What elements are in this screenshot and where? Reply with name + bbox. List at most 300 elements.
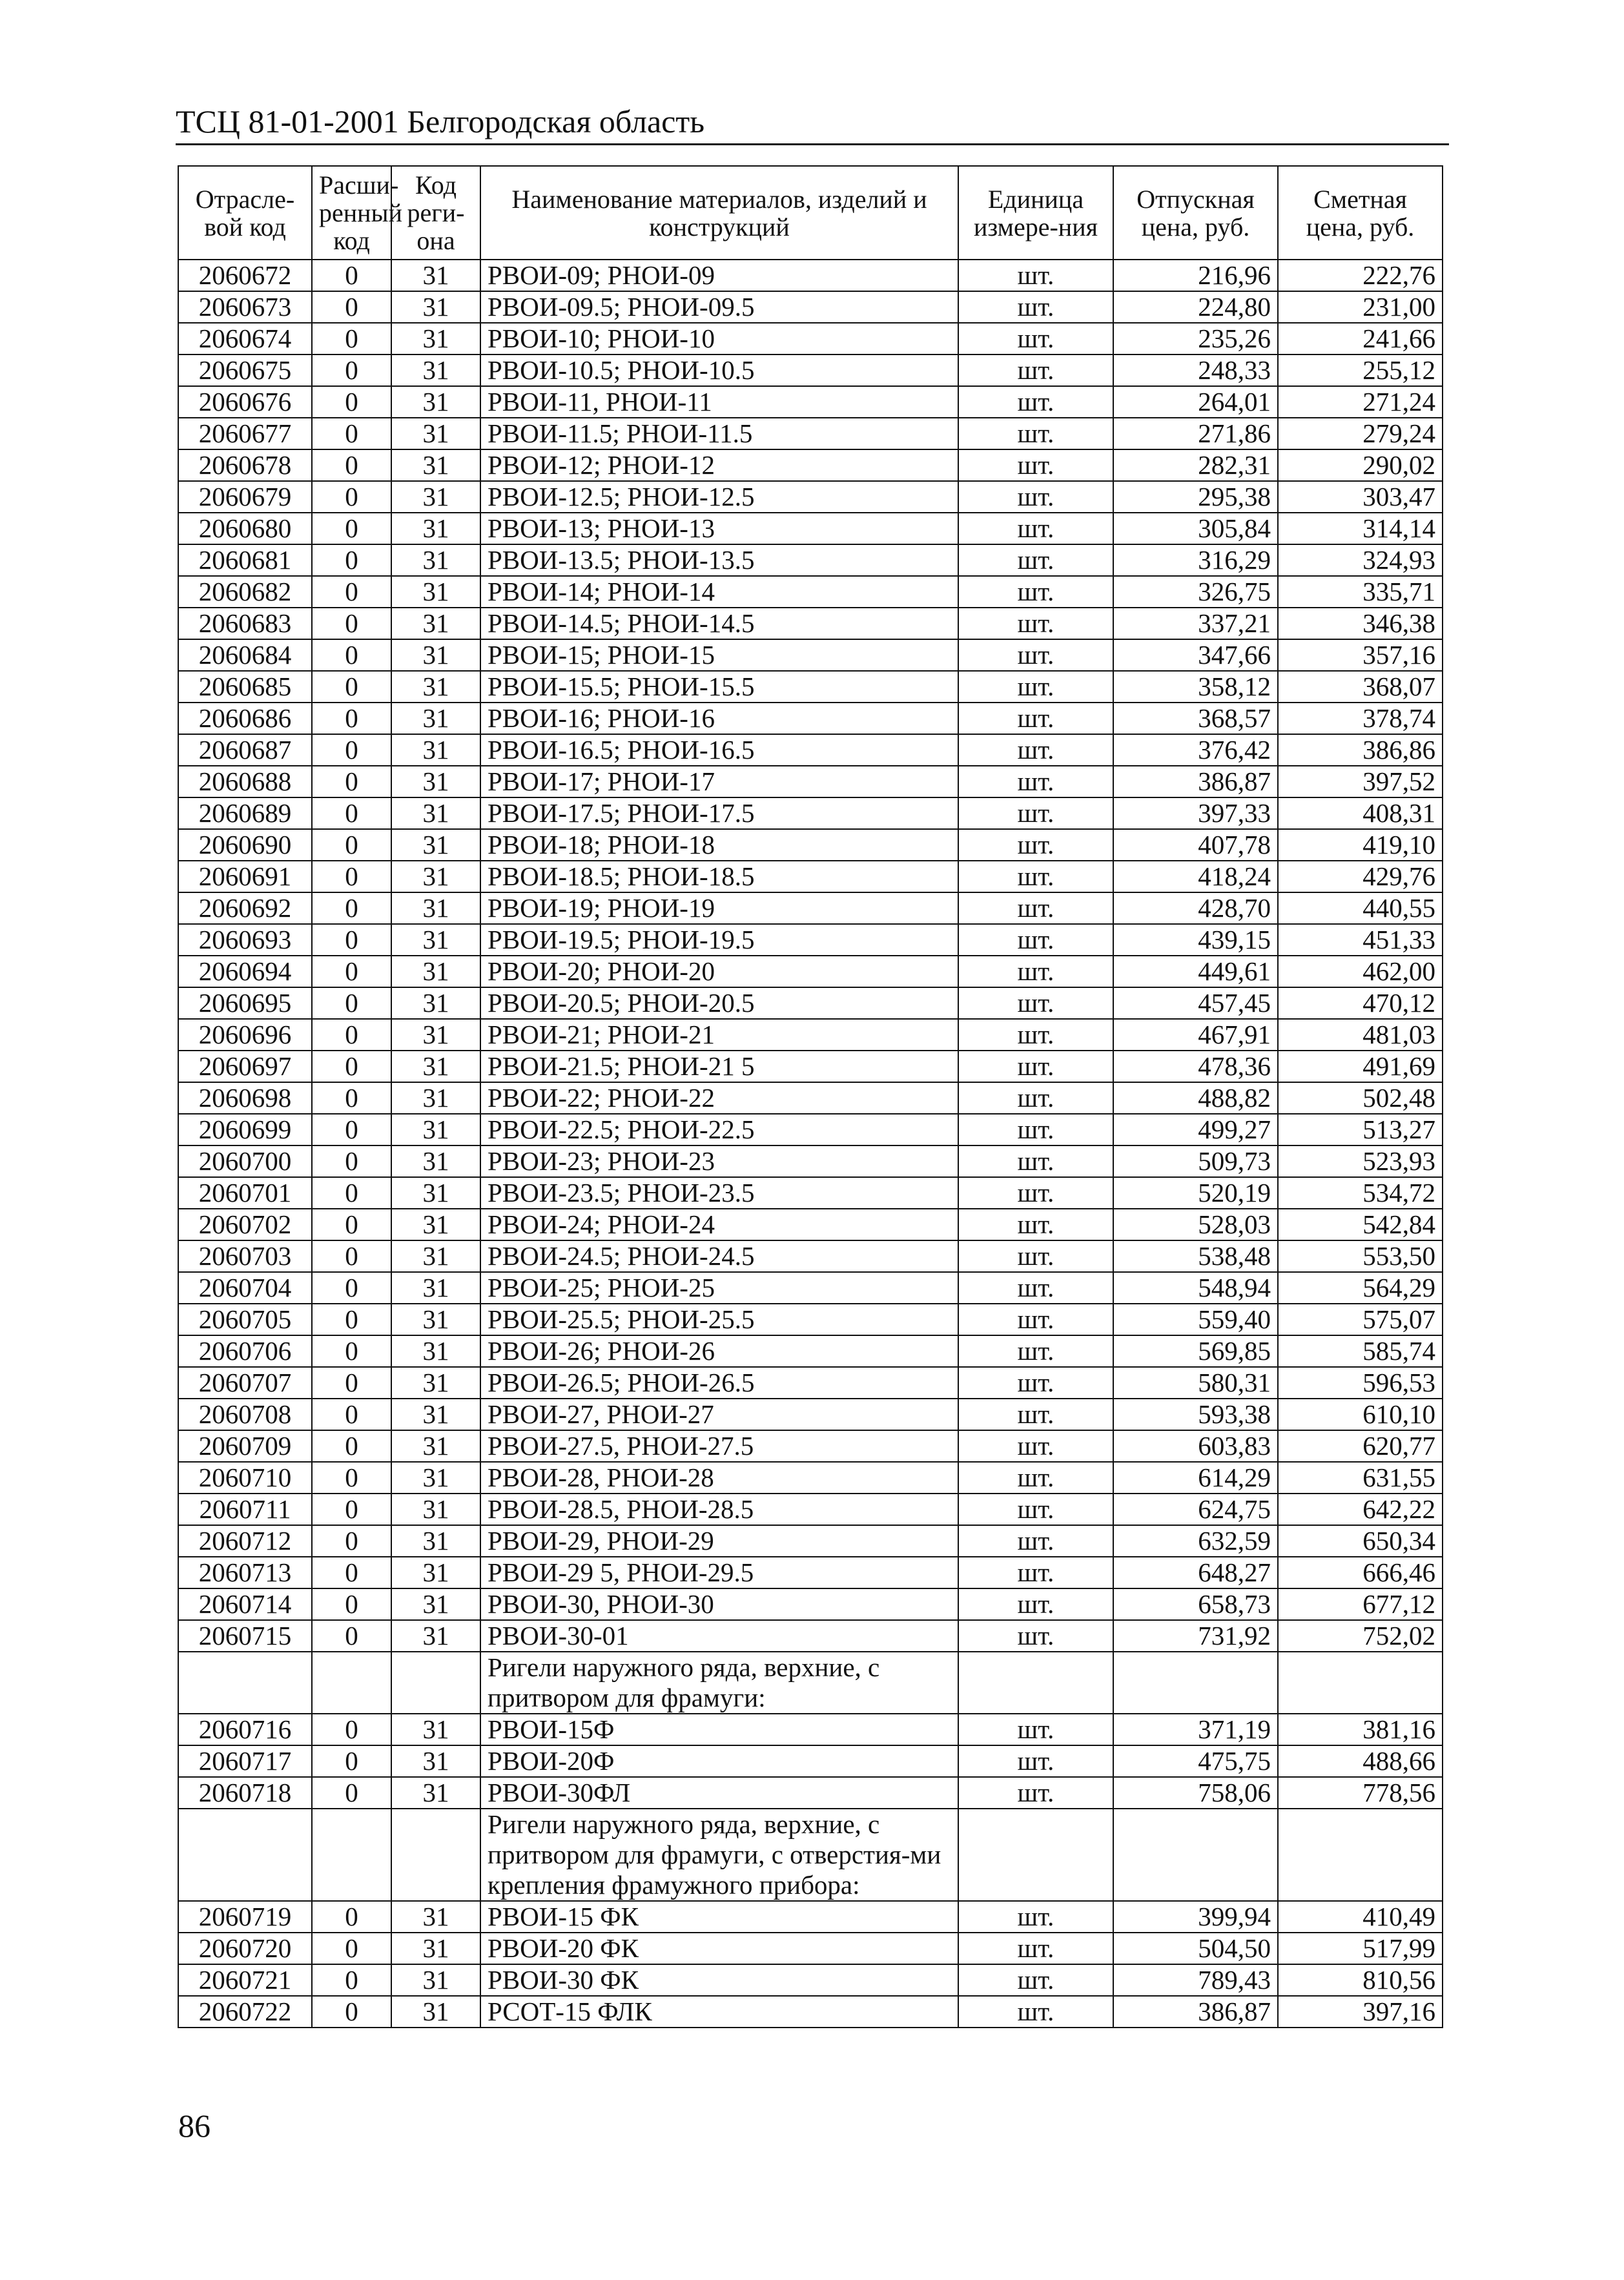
cell-region-code: 31 — [391, 418, 480, 449]
column-header-estimate-price: Сметная цена, руб. — [1278, 166, 1443, 260]
cell-extended-code: 0 — [312, 797, 391, 829]
cell-estimate-price: 778,56 — [1278, 1777, 1443, 1809]
cell-unit: шт. — [958, 956, 1113, 987]
cell-extended-code: 0 — [312, 1494, 391, 1525]
cell-name: РВОИ-10; РНОИ-10 — [480, 323, 958, 354]
cell-region-code: 31 — [391, 1019, 480, 1051]
cell-release-price: 316,29 — [1113, 544, 1278, 576]
table-row — [178, 418, 1443, 449]
cell-name: РВОИ-30, РНОИ-30 — [480, 1588, 958, 1620]
cell-release-price: 789,43 — [1113, 1964, 1278, 1996]
cell-release-price: 376,42 — [1113, 734, 1278, 766]
column-header-region-code: Код реги-она — [391, 166, 480, 260]
column-header-code: Отрасле-вой код — [178, 166, 312, 260]
cell-unit: шт. — [958, 1114, 1113, 1145]
cell-name: РВОИ-23.5; РНОИ-23.5 — [480, 1177, 958, 1209]
cell-code: 2060717 — [178, 1745, 312, 1777]
cell-name: РВОИ-24; РНОИ-24 — [480, 1209, 958, 1240]
cell-release-price: 731,92 — [1113, 1620, 1278, 1652]
cell-release-price: 658,73 — [1113, 1588, 1278, 1620]
cell-code: 2060672 — [178, 260, 312, 291]
table-row — [178, 1745, 1443, 1777]
cell-region-code: 31 — [391, 734, 480, 766]
cell-extended-code: 0 — [312, 671, 391, 703]
cell-estimate-price: 677,12 — [1278, 1588, 1443, 1620]
cell-extended-code: 0 — [312, 1964, 391, 1996]
cell-extended-code: 0 — [312, 734, 391, 766]
cell-estimate-price: 429,76 — [1278, 861, 1443, 892]
cell-name: РВОИ-29 5, РНОИ-29.5 — [480, 1557, 958, 1588]
cell-unit: шт. — [958, 1335, 1113, 1367]
cell-extended-code: 0 — [312, 291, 391, 323]
cell-code: 2060706 — [178, 1335, 312, 1367]
cell-unit: шт. — [958, 449, 1113, 481]
table-row — [178, 1399, 1443, 1430]
cell-extended-code: 0 — [312, 449, 391, 481]
table-row — [178, 1051, 1443, 1082]
cell-region-code: 31 — [391, 1714, 480, 1745]
cell-estimate-price: 381,16 — [1278, 1714, 1443, 1745]
cell-region-code: 31 — [391, 513, 480, 544]
cell-unit: шт. — [958, 1620, 1113, 1652]
cell-region-code: 31 — [391, 1557, 480, 1588]
cell-code: 2060715 — [178, 1620, 312, 1652]
table-row — [178, 766, 1443, 797]
cell-estimate-price: 335,71 — [1278, 576, 1443, 608]
cell-name: РВОИ-16; РНОИ-16 — [480, 703, 958, 734]
cell-estimate-price: 564,29 — [1278, 1272, 1443, 1304]
table-row — [178, 1901, 1443, 1933]
cell-name: РВОИ-12.5; РНОИ-12.5 — [480, 481, 958, 513]
table-row — [178, 354, 1443, 386]
empty-cell — [391, 1652, 480, 1714]
cell-extended-code: 0 — [312, 1714, 391, 1745]
cell-code: 2060685 — [178, 671, 312, 703]
cell-release-price: 603,83 — [1113, 1430, 1278, 1462]
cell-code: 2060686 — [178, 703, 312, 734]
cell-region-code: 31 — [391, 1494, 480, 1525]
cell-unit: шт. — [958, 1525, 1113, 1557]
cell-name: РВОИ-14.5; РНОИ-14.5 — [480, 608, 958, 639]
cell-name: РВОИ-21.5; РНОИ-21 5 — [480, 1051, 958, 1082]
empty-cell — [1113, 1809, 1278, 1901]
cell-release-price: 326,75 — [1113, 576, 1278, 608]
cell-estimate-price: 451,33 — [1278, 924, 1443, 956]
cell-estimate-price: 368,07 — [1278, 671, 1443, 703]
cell-unit: шт. — [958, 703, 1113, 734]
cell-release-price: 248,33 — [1113, 354, 1278, 386]
cell-unit: шт. — [958, 386, 1113, 418]
cell-extended-code: 0 — [312, 323, 391, 354]
cell-unit: шт. — [958, 1304, 1113, 1335]
cell-unit: шт. — [958, 797, 1113, 829]
cell-extended-code: 0 — [312, 418, 391, 449]
cell-unit: шт. — [958, 1745, 1113, 1777]
cell-release-price: 371,19 — [1113, 1714, 1278, 1745]
cell-name: РВОИ-09.5; РНОИ-09.5 — [480, 291, 958, 323]
cell-unit: шт. — [958, 1494, 1113, 1525]
cell-release-price: 271,86 — [1113, 418, 1278, 449]
cell-region-code: 31 — [391, 1272, 480, 1304]
cell-region-code: 31 — [391, 1964, 480, 1996]
cell-code: 2060721 — [178, 1964, 312, 1996]
table-row — [178, 608, 1443, 639]
cell-estimate-price: 513,27 — [1278, 1114, 1443, 1145]
cell-release-price: 457,45 — [1113, 987, 1278, 1019]
cell-release-price: 504,50 — [1113, 1933, 1278, 1964]
cell-unit: шт. — [958, 1240, 1113, 1272]
cell-estimate-price: 481,03 — [1278, 1019, 1443, 1051]
cell-extended-code: 0 — [312, 766, 391, 797]
table-row — [178, 639, 1443, 671]
cell-estimate-price: 650,34 — [1278, 1525, 1443, 1557]
cell-release-price: 548,94 — [1113, 1272, 1278, 1304]
table-row — [178, 1557, 1443, 1588]
cell-unit: шт. — [958, 1901, 1113, 1933]
empty-cell — [1278, 1809, 1443, 1901]
cell-name: РВОИ-22; РНОИ-22 — [480, 1082, 958, 1114]
empty-cell — [178, 1809, 312, 1901]
cell-name: РВОИ-18.5; РНОИ-18.5 — [480, 861, 958, 892]
cell-estimate-price: 631,55 — [1278, 1462, 1443, 1494]
cell-name: РВОИ-26; РНОИ-26 — [480, 1335, 958, 1367]
cell-estimate-price: 241,66 — [1278, 323, 1443, 354]
cell-code: 2060714 — [178, 1588, 312, 1620]
cell-name: РВОИ-25; РНОИ-25 — [480, 1272, 958, 1304]
cell-code: 2060692 — [178, 892, 312, 924]
cell-region-code: 31 — [391, 608, 480, 639]
cell-unit: шт. — [958, 766, 1113, 797]
cell-name: РВОИ-13; РНОИ-13 — [480, 513, 958, 544]
cell-region-code: 31 — [391, 291, 480, 323]
table-row — [178, 956, 1443, 987]
table-row — [178, 291, 1443, 323]
cell-release-price: 428,70 — [1113, 892, 1278, 924]
cell-release-price: 399,94 — [1113, 1901, 1278, 1933]
cell-estimate-price: 575,07 — [1278, 1304, 1443, 1335]
cell-name: РВОИ-19; РНОИ-19 — [480, 892, 958, 924]
page-number: 86 — [178, 2108, 211, 2144]
cell-extended-code: 0 — [312, 703, 391, 734]
column-header-unit: Единица измере-ния — [958, 166, 1113, 260]
cell-region-code: 31 — [391, 323, 480, 354]
table-row — [178, 861, 1443, 892]
cell-release-price: 449,61 — [1113, 956, 1278, 987]
cell-region-code: 31 — [391, 1901, 480, 1933]
cell-extended-code: 0 — [312, 987, 391, 1019]
table-row — [178, 481, 1443, 513]
cell-extended-code: 0 — [312, 608, 391, 639]
cell-name: РВОИ-27, РНОИ-27 — [480, 1399, 958, 1430]
cell-extended-code: 0 — [312, 1901, 391, 1933]
cell-region-code: 31 — [391, 386, 480, 418]
column-header-name: Наименование материалов, изделий и конструкций — [480, 166, 958, 260]
cell-estimate-price: 386,86 — [1278, 734, 1443, 766]
cell-unit: шт. — [958, 1272, 1113, 1304]
cell-release-price: 528,03 — [1113, 1209, 1278, 1240]
cell-name: РВОИ-28, РНОИ-28 — [480, 1462, 958, 1494]
cell-release-price: 216,96 — [1113, 260, 1278, 291]
cell-region-code: 31 — [391, 1620, 480, 1652]
cell-estimate-price: 357,16 — [1278, 639, 1443, 671]
cell-extended-code: 0 — [312, 1082, 391, 1114]
cell-region-code: 31 — [391, 766, 480, 797]
cell-estimate-price: 610,10 — [1278, 1399, 1443, 1430]
cell-extended-code: 0 — [312, 924, 391, 956]
cell-region-code: 31 — [391, 354, 480, 386]
cell-extended-code: 0 — [312, 1525, 391, 1557]
cell-estimate-price: 810,56 — [1278, 1964, 1443, 1996]
cell-region-code: 31 — [391, 1933, 480, 1964]
cell-code: 2060711 — [178, 1494, 312, 1525]
cell-region-code: 31 — [391, 703, 480, 734]
cell-unit: шт. — [958, 1051, 1113, 1082]
cell-release-price: 386,87 — [1113, 766, 1278, 797]
table-row — [178, 449, 1443, 481]
cell-release-price: 499,27 — [1113, 1114, 1278, 1145]
cell-extended-code: 0 — [312, 892, 391, 924]
cell-code: 2060676 — [178, 386, 312, 418]
empty-cell — [312, 1652, 391, 1714]
table-row — [178, 1430, 1443, 1462]
cell-estimate-price: 440,55 — [1278, 892, 1443, 924]
cell-extended-code: 0 — [312, 481, 391, 513]
cell-release-price: 509,73 — [1113, 1145, 1278, 1177]
table-row — [178, 1082, 1443, 1114]
cell-name: РВОИ-20 ФК — [480, 1933, 958, 1964]
cell-extended-code: 0 — [312, 544, 391, 576]
table-row — [178, 1777, 1443, 1809]
cell-region-code: 31 — [391, 449, 480, 481]
cell-code: 2060718 — [178, 1777, 312, 1809]
cell-code: 2060694 — [178, 956, 312, 987]
cell-estimate-price: 488,66 — [1278, 1745, 1443, 1777]
table-row — [178, 1525, 1443, 1557]
cell-region-code: 31 — [391, 576, 480, 608]
section-heading: Ригели наружного ряда, верхние, с притвором для фрамуги: — [480, 1652, 958, 1714]
cell-unit: шт. — [958, 861, 1113, 892]
cell-code: 2060682 — [178, 576, 312, 608]
table-row — [178, 703, 1443, 734]
cell-unit: шт. — [958, 1145, 1113, 1177]
cell-release-price: 358,12 — [1113, 671, 1278, 703]
cell-code: 2060678 — [178, 449, 312, 481]
cell-estimate-price: 314,14 — [1278, 513, 1443, 544]
cell-name: РВОИ-20; РНОИ-20 — [480, 956, 958, 987]
cell-code: 2060681 — [178, 544, 312, 576]
table-row — [178, 1714, 1443, 1745]
cell-extended-code: 0 — [312, 1272, 391, 1304]
cell-unit: шт. — [958, 1588, 1113, 1620]
table-row — [178, 1933, 1443, 1964]
cell-region-code: 31 — [391, 987, 480, 1019]
cell-unit: шт. — [958, 1367, 1113, 1399]
cell-code: 2060709 — [178, 1430, 312, 1462]
table-row — [178, 1272, 1443, 1304]
cell-extended-code: 0 — [312, 1019, 391, 1051]
cell-unit: шт. — [958, 1777, 1113, 1809]
cell-extended-code: 0 — [312, 1996, 391, 2028]
cell-unit: шт. — [958, 260, 1113, 291]
cell-name: РВОИ-30ФЛ — [480, 1777, 958, 1809]
cell-name: РСОТ-15 ФЛК — [480, 1996, 958, 2028]
cell-region-code: 31 — [391, 956, 480, 987]
table-row — [178, 1114, 1443, 1145]
cell-region-code: 31 — [391, 1240, 480, 1272]
cell-release-price: 467,91 — [1113, 1019, 1278, 1051]
cell-unit: шт. — [958, 608, 1113, 639]
cell-extended-code: 0 — [312, 956, 391, 987]
cell-code: 2060688 — [178, 766, 312, 797]
cell-extended-code: 0 — [312, 576, 391, 608]
table-body — [178, 260, 1443, 2028]
cell-estimate-price: 290,02 — [1278, 449, 1443, 481]
cell-release-price: 407,78 — [1113, 829, 1278, 861]
cell-estimate-price: 620,77 — [1278, 1430, 1443, 1462]
cell-region-code: 31 — [391, 1777, 480, 1809]
cell-name: РВОИ-22.5; РНОИ-22.5 — [480, 1114, 958, 1145]
cell-estimate-price: 596,53 — [1278, 1367, 1443, 1399]
cell-name: РВОИ-11.5; РНОИ-11.5 — [480, 418, 958, 449]
cell-release-price: 282,31 — [1113, 449, 1278, 481]
cell-estimate-price: 491,69 — [1278, 1051, 1443, 1082]
cell-release-price: 632,59 — [1113, 1525, 1278, 1557]
empty-cell — [958, 1652, 1113, 1714]
cell-estimate-price: 271,24 — [1278, 386, 1443, 418]
cell-release-price: 624,75 — [1113, 1494, 1278, 1525]
cell-name: РВОИ-15Ф — [480, 1714, 958, 1745]
cell-unit: шт. — [958, 1399, 1113, 1430]
cell-extended-code: 0 — [312, 1399, 391, 1430]
cell-code: 2060703 — [178, 1240, 312, 1272]
cell-code: 2060689 — [178, 797, 312, 829]
cell-estimate-price: 410,49 — [1278, 1901, 1443, 1933]
cell-code: 2060719 — [178, 1901, 312, 1933]
cell-code: 2060716 — [178, 1714, 312, 1745]
cell-unit: шт. — [958, 513, 1113, 544]
cell-estimate-price: 642,22 — [1278, 1494, 1443, 1525]
cell-estimate-price: 303,47 — [1278, 481, 1443, 513]
cell-unit: шт. — [958, 576, 1113, 608]
cell-code: 2060683 — [178, 608, 312, 639]
cell-code: 2060720 — [178, 1933, 312, 1964]
cell-name: РВОИ-17; РНОИ-17 — [480, 766, 958, 797]
cell-region-code: 31 — [391, 1304, 480, 1335]
cell-extended-code: 0 — [312, 1745, 391, 1777]
cell-release-price: 648,27 — [1113, 1557, 1278, 1588]
section-row — [178, 1809, 1443, 1901]
cell-region-code: 31 — [391, 1399, 480, 1430]
cell-extended-code: 0 — [312, 1557, 391, 1588]
cell-estimate-price: 534,72 — [1278, 1177, 1443, 1209]
cell-unit: шт. — [958, 1996, 1113, 2028]
cell-estimate-price: 542,84 — [1278, 1209, 1443, 1240]
cell-release-price: 758,06 — [1113, 1777, 1278, 1809]
cell-region-code: 31 — [391, 829, 480, 861]
cell-region-code: 31 — [391, 1114, 480, 1145]
cell-code: 2060673 — [178, 291, 312, 323]
cell-extended-code: 0 — [312, 1304, 391, 1335]
cell-region-code: 31 — [391, 1051, 480, 1082]
table-row — [178, 1240, 1443, 1272]
cell-estimate-price: 523,93 — [1278, 1145, 1443, 1177]
cell-name: РВОИ-15 ФК — [480, 1901, 958, 1933]
cell-name: РВОИ-20.5; РНОИ-20.5 — [480, 987, 958, 1019]
cell-region-code: 31 — [391, 1430, 480, 1462]
cell-code: 2060679 — [178, 481, 312, 513]
cell-estimate-price: 397,16 — [1278, 1996, 1443, 2028]
cell-region-code: 31 — [391, 260, 480, 291]
cell-unit: шт. — [958, 639, 1113, 671]
cell-code: 2060712 — [178, 1525, 312, 1557]
cell-code: 2060687 — [178, 734, 312, 766]
table-row — [178, 1996, 1443, 2028]
cell-unit: шт. — [958, 1209, 1113, 1240]
cell-release-price: 538,48 — [1113, 1240, 1278, 1272]
cell-release-price: 347,66 — [1113, 639, 1278, 671]
cell-extended-code: 0 — [312, 1209, 391, 1240]
cell-release-price: 580,31 — [1113, 1367, 1278, 1399]
cell-name: РВОИ-26.5; РНОИ-26.5 — [480, 1367, 958, 1399]
cell-code: 2060680 — [178, 513, 312, 544]
cell-unit: шт. — [958, 1557, 1113, 1588]
cell-release-price: 569,85 — [1113, 1335, 1278, 1367]
cell-extended-code: 0 — [312, 1620, 391, 1652]
cell-name: РВОИ-24.5; РНОИ-24.5 — [480, 1240, 958, 1272]
cell-estimate-price: 346,38 — [1278, 608, 1443, 639]
table-row — [178, 260, 1443, 291]
cell-code: 2060696 — [178, 1019, 312, 1051]
cell-extended-code: 0 — [312, 1367, 391, 1399]
cell-name: РВОИ-21; РНОИ-21 — [480, 1019, 958, 1051]
cell-code: 2060674 — [178, 323, 312, 354]
cell-name: РВОИ-10.5; РНОИ-10.5 — [480, 354, 958, 386]
cell-name: РВОИ-16.5; РНОИ-16.5 — [480, 734, 958, 766]
cell-name: РВОИ-19.5; РНОИ-19.5 — [480, 924, 958, 956]
table-row — [178, 1964, 1443, 1996]
cell-code: 2060698 — [178, 1082, 312, 1114]
empty-cell — [312, 1809, 391, 1901]
cell-name: РВОИ-20Ф — [480, 1745, 958, 1777]
table-row — [178, 734, 1443, 766]
column-header-release-price: Отпускная цена, руб. — [1113, 166, 1278, 260]
cell-name: РВОИ-12; РНОИ-12 — [480, 449, 958, 481]
cell-code: 2060704 — [178, 1272, 312, 1304]
cell-region-code: 31 — [391, 481, 480, 513]
cell-code: 2060708 — [178, 1399, 312, 1430]
cell-code: 2060677 — [178, 418, 312, 449]
cell-release-price: 337,21 — [1113, 608, 1278, 639]
cell-unit: шт. — [958, 323, 1113, 354]
table-row — [178, 513, 1443, 544]
cell-name: РВОИ-29, РНОИ-29 — [480, 1525, 958, 1557]
cell-code: 2060693 — [178, 924, 312, 956]
table-row — [178, 1145, 1443, 1177]
table-row — [178, 1019, 1443, 1051]
cell-release-price: 614,29 — [1113, 1462, 1278, 1494]
cell-region-code: 31 — [391, 1745, 480, 1777]
cell-region-code: 31 — [391, 1177, 480, 1209]
cell-region-code: 31 — [391, 1462, 480, 1494]
cell-estimate-price: 470,12 — [1278, 987, 1443, 1019]
cell-unit: шт. — [958, 481, 1113, 513]
cell-estimate-price: 752,02 — [1278, 1620, 1443, 1652]
cell-code: 2060695 — [178, 987, 312, 1019]
cell-unit: шт. — [958, 1430, 1113, 1462]
cell-name: РВОИ-18; РНОИ-18 — [480, 829, 958, 861]
cell-extended-code: 0 — [312, 1933, 391, 1964]
cell-release-price: 264,01 — [1113, 386, 1278, 418]
